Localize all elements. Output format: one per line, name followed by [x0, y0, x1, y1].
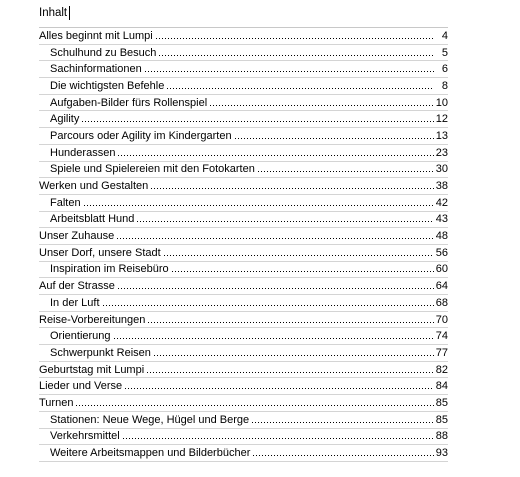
- toc-entry-title[interactable]: Inspiration im Reisebüro: [50, 263, 169, 276]
- toc-entry[interactable]: [39, 362, 448, 379]
- toc-entry-title[interactable]: Schwerpunkt Reisen: [50, 346, 151, 359]
- toc-entry[interactable]: [39, 412, 448, 429]
- toc-dot-leader: [153, 354, 434, 357]
- toc-dot-leader: [81, 120, 433, 123]
- toc-entry-page-number[interactable]: 70: [435, 313, 448, 326]
- toc-entry[interactable]: [39, 78, 448, 95]
- toc-entry-title[interactable]: Schulhund zu Besuch: [50, 46, 157, 59]
- toc-dot-leader: [150, 187, 434, 190]
- toc-entry-title[interactable]: Alles beginnt mit Lumpi: [39, 29, 153, 42]
- toc-entry-title[interactable]: Verkehrsmittel: [50, 430, 120, 443]
- toc-entry-title[interactable]: Werken und Gestalten: [39, 180, 149, 193]
- toc-entry-title[interactable]: Die wichtigsten Befehle: [50, 79, 165, 92]
- toc-entry[interactable]: [39, 295, 448, 312]
- toc-dot-leader: [117, 287, 434, 290]
- toc-entry-page-number[interactable]: 42: [435, 196, 448, 209]
- toc-entry[interactable]: [39, 61, 448, 78]
- toc-entry-title[interactable]: Unser Zuhause: [39, 230, 115, 243]
- toc-entry[interactable]: [39, 278, 448, 295]
- toc-entry-page-number[interactable]: 64: [435, 280, 448, 293]
- toc-entry[interactable]: [39, 245, 448, 262]
- toc-entry-title[interactable]: Parcours oder Agility im Kindergarten: [50, 129, 232, 142]
- toc-entry[interactable]: [39, 345, 448, 362]
- toc-entry[interactable]: [39, 95, 448, 112]
- toc-entry-page-number[interactable]: 77: [435, 346, 448, 359]
- toc-entry[interactable]: [39, 212, 448, 229]
- toc-entry-page-number[interactable]: 82: [435, 363, 448, 376]
- table-of-contents: [39, 27, 448, 462]
- toc-dot-leader: [257, 170, 434, 173]
- toc-entry-page-number[interactable]: 43: [435, 213, 448, 226]
- toc-dot-leader: [147, 321, 433, 324]
- toc-entry-title[interactable]: Unser Dorf, unsere Stadt: [39, 246, 161, 259]
- toc-entry[interactable]: [39, 445, 448, 462]
- toc-entry-page-number[interactable]: 85: [435, 396, 448, 409]
- toc-entry[interactable]: [39, 162, 448, 179]
- toc-entry[interactable]: [39, 145, 448, 162]
- toc-entry-page-number[interactable]: 23: [435, 146, 448, 159]
- toc-entry-title[interactable]: Arbeitsblatt Hund: [50, 213, 135, 226]
- toc-entry-page-number[interactable]: 8: [441, 79, 448, 92]
- toc-entry-page-number[interactable]: 88: [435, 430, 448, 443]
- toc-dot-leader: [251, 421, 434, 424]
- toc-entry-title[interactable]: Sachinformationen: [50, 63, 142, 76]
- toc-dot-leader: [102, 304, 434, 307]
- toc-dot-leader: [158, 54, 434, 57]
- text-cursor: [69, 6, 70, 20]
- toc-entry-title[interactable]: Orientierung: [50, 330, 111, 343]
- toc-entry-page-number[interactable]: 4: [441, 29, 448, 42]
- toc-dot-leader: [75, 404, 433, 407]
- toc-entry-page-number[interactable]: 38: [435, 180, 448, 193]
- toc-heading[interactable]: Inhalt: [39, 7, 68, 19]
- toc-entry-page-number[interactable]: 60: [435, 263, 448, 276]
- toc-entry-page-number[interactable]: 6: [441, 63, 448, 76]
- toc-dot-leader: [116, 237, 434, 240]
- toc-entry-title[interactable]: Agility: [50, 113, 80, 126]
- toc-entry-title[interactable]: Lieder und Verse: [39, 380, 123, 393]
- toc-dot-leader: [146, 371, 434, 374]
- toc-entry[interactable]: [39, 378, 448, 395]
- toc-entry-page-number[interactable]: 85: [435, 413, 448, 426]
- toc-entry-page-number[interactable]: 30: [435, 163, 448, 176]
- toc-entry[interactable]: [39, 28, 448, 45]
- toc-entry-title[interactable]: Aufgaben-Bilder fürs Rollenspiel: [50, 96, 208, 109]
- toc-entry[interactable]: [39, 328, 448, 345]
- toc-entry-page-number[interactable]: 93: [435, 447, 448, 460]
- toc-entry[interactable]: [39, 262, 448, 279]
- toc-dot-leader: [163, 254, 434, 257]
- toc-entry-page-number[interactable]: 13: [435, 129, 448, 142]
- toc-dot-leader: [171, 270, 434, 273]
- toc-entry[interactable]: [39, 45, 448, 62]
- toc-entry[interactable]: [39, 312, 448, 329]
- toc-entry[interactable]: [39, 111, 448, 128]
- toc-dot-leader: [166, 87, 434, 90]
- heading-container[interactable]: [39, 4, 70, 22]
- toc-entry[interactable]: [39, 429, 448, 446]
- toc-entry-title[interactable]: Auf der Strasse: [39, 280, 115, 293]
- toc-entry-page-number[interactable]: 5: [441, 46, 448, 59]
- toc-entry[interactable]: [39, 395, 448, 412]
- toc-dot-leader: [209, 104, 434, 107]
- toc-entry-title[interactable]: Geburtstag mit Lumpi: [39, 363, 145, 376]
- toc-entry[interactable]: [39, 128, 448, 145]
- toc-entry[interactable]: [39, 195, 448, 212]
- toc-entry-title[interactable]: Hunderassen: [50, 146, 116, 159]
- toc-dot-leader: [234, 137, 434, 140]
- toc-dot-leader: [155, 37, 434, 40]
- toc-entry-title[interactable]: Stationen: Neue Wege, Hügel und Berge: [50, 413, 250, 426]
- toc-dot-leader: [136, 220, 433, 223]
- toc-entry-title[interactable]: Turnen: [39, 396, 74, 409]
- toc-dot-leader: [83, 204, 434, 207]
- toc-entry[interactable]: [39, 228, 448, 245]
- toc-dot-leader: [113, 337, 434, 340]
- toc-dot-leader: [122, 437, 434, 440]
- toc-entry-title[interactable]: In der Luft: [50, 296, 100, 309]
- toc-entry-page-number[interactable]: 68: [435, 296, 448, 309]
- toc-entry-title[interactable]: Weitere Arbeitsmappen und Bilderbücher: [50, 447, 251, 460]
- toc-entry-page-number[interactable]: 74: [435, 330, 448, 343]
- toc-entry-page-number[interactable]: 12: [435, 113, 448, 126]
- toc-entry-page-number[interactable]: 84: [435, 380, 448, 393]
- toc-entry-page-number[interactable]: 48: [435, 230, 448, 243]
- toc-entry-page-number[interactable]: 56: [435, 246, 448, 259]
- toc-entry[interactable]: [39, 178, 448, 195]
- toc-dot-leader: [144, 70, 434, 73]
- toc-entry-title[interactable]: Reise-Vorbereitungen: [39, 313, 146, 326]
- toc-entry-title[interactable]: Spiele und Spielereien mit den Fotokarten: [50, 163, 255, 176]
- toc-entry-title[interactable]: Falten: [50, 196, 81, 209]
- toc-dot-leader: [124, 387, 434, 390]
- toc-dot-leader: [252, 454, 433, 457]
- toc-entry-page-number[interactable]: 10: [435, 96, 448, 109]
- toc-dot-leader: [117, 154, 433, 157]
